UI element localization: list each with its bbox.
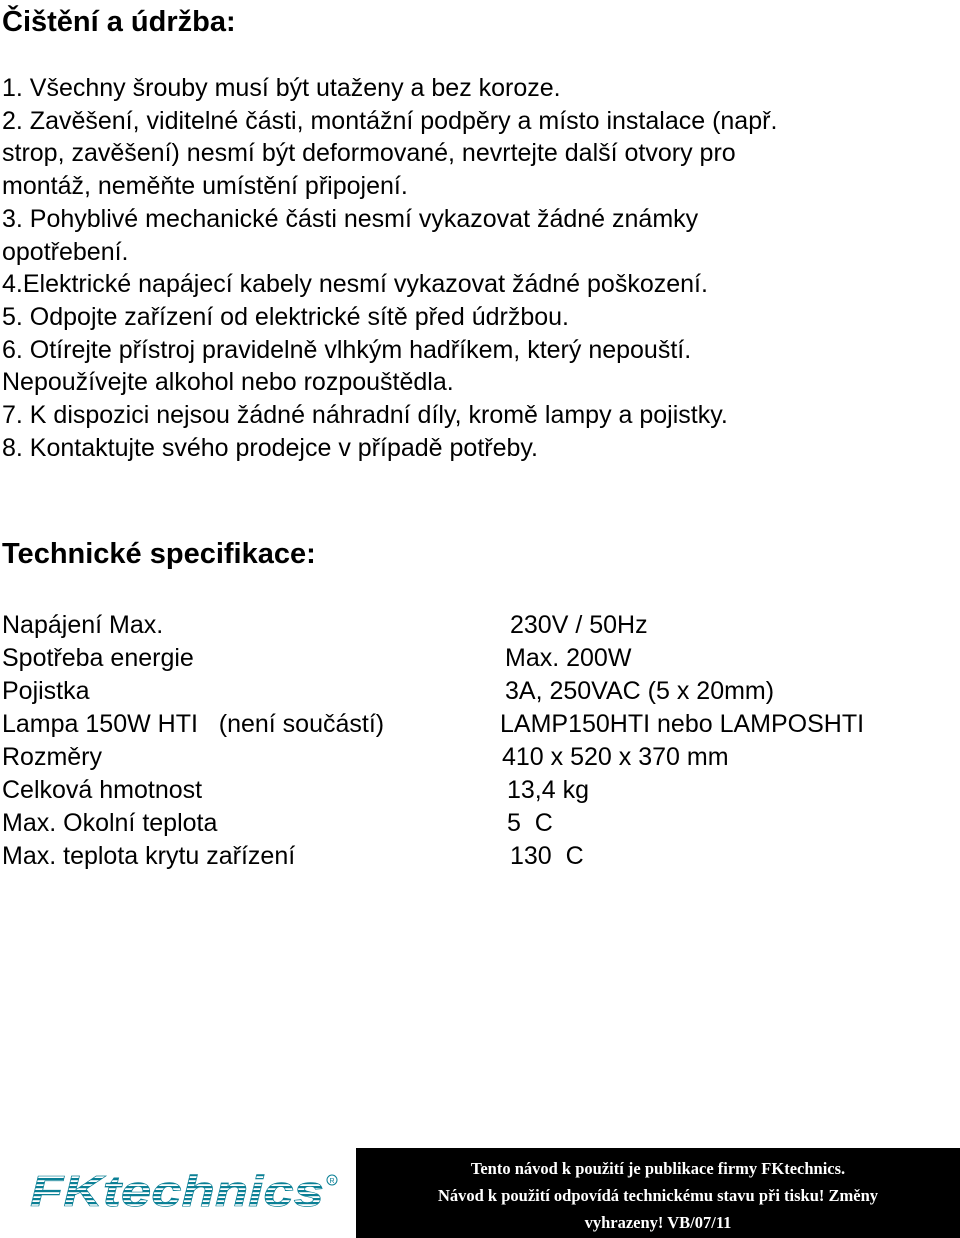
- footer-notice: [356, 1148, 960, 1238]
- instruction-line: 1. Všechny šrouby musí být utaženy a bez koroze.: [2, 74, 561, 102]
- spec-value: 410 x 520 x 370 mm: [502, 743, 729, 771]
- instruction-line: 6. Otírejte přístroj pravidelně vlhkým hadříkem, který nepouští.: [2, 335, 692, 364]
- spec-label: Spotřeba energie: [2, 644, 194, 672]
- instruction-line: 5. Odpojte zařízení od elektrické sítě před údržbou.: [2, 302, 569, 331]
- spec-label: Max. Okolní teplota: [2, 809, 218, 837]
- spec-row: [2, 609, 932, 642]
- spec-label: Napájení Max.: [2, 611, 164, 639]
- spec-value: 130 C: [510, 842, 584, 870]
- spec-value: 3A, 250VAC (5 x 20mm): [505, 677, 775, 705]
- footer-line: vyhrazeny! VB/07/11: [584, 1213, 732, 1232]
- cleaning-instructions: [2, 72, 777, 464]
- cleaning-heading: Čištění a údržba:: [2, 6, 236, 38]
- specs-heading: Technické specifikace:: [2, 538, 316, 570]
- footer-line: Tento návod k použití je publikace firmy FKtechnics.: [470, 1159, 846, 1178]
- spec-row: [2, 774, 932, 807]
- instruction-line: 4.Elektrické napájecí kabely nesmí vykazovat žádné poškození.: [2, 270, 708, 299]
- spec-label: Celková hmotnost: [2, 776, 203, 804]
- instruction-line: 8. Kontaktujte svého prodejce v případě potřeby.: [2, 433, 538, 462]
- spec-row: [2, 675, 932, 708]
- spec-label: Pojistka: [2, 677, 90, 705]
- spec-value: LAMP150HTI nebo LAMPOSHTI: [500, 710, 865, 738]
- spec-row: [2, 807, 932, 840]
- spec-row: [2, 642, 932, 675]
- svg-text:R: R: [329, 1178, 335, 1185]
- spec-row: [2, 840, 932, 873]
- fktechnics-logo: [28, 1166, 340, 1216]
- spec-row: [2, 741, 932, 774]
- instruction-line: 2. Zavěšení, viditelné části, montážní podpěry a místo instalace (např.: [2, 106, 778, 135]
- spec-label: Rozměry: [2, 743, 103, 771]
- svg-text:FKtechnics: FKtechnics: [30, 1167, 324, 1216]
- spec-label: Max. teplota krytu zařízení: [2, 842, 296, 870]
- instruction-line: 7. K dispozici nejsou žádné náhradní díly, kromě lampy a pojistky.: [2, 401, 728, 430]
- spec-table: [2, 609, 932, 873]
- spec-value: 13,4 kg: [507, 776, 590, 804]
- instruction-line: opotřebení.: [2, 237, 129, 266]
- instruction-line: 3. Pohyblivé mechanické části nesmí vykazovat žádné známky: [2, 204, 699, 233]
- spec-value: 230V / 50Hz: [510, 611, 648, 639]
- instruction-line: Nepoužívejte alkohol nebo rozpouštědla.: [2, 368, 454, 397]
- spec-value: Max. 200W: [505, 644, 632, 672]
- spec-label: Lampa 150W HTI (není součástí): [2, 710, 385, 738]
- instruction-line: montáž, neměňte umístění připojení.: [2, 172, 408, 201]
- spec-value: 5 C: [507, 809, 553, 837]
- footer-line: Návod k použití odpovídá technickému stavu při tisku! Změny: [437, 1186, 879, 1205]
- instruction-line: strop, zavěšení) nesmí být deformované, nevrtejte další otvory pro: [2, 139, 736, 168]
- spec-row: [2, 708, 932, 741]
